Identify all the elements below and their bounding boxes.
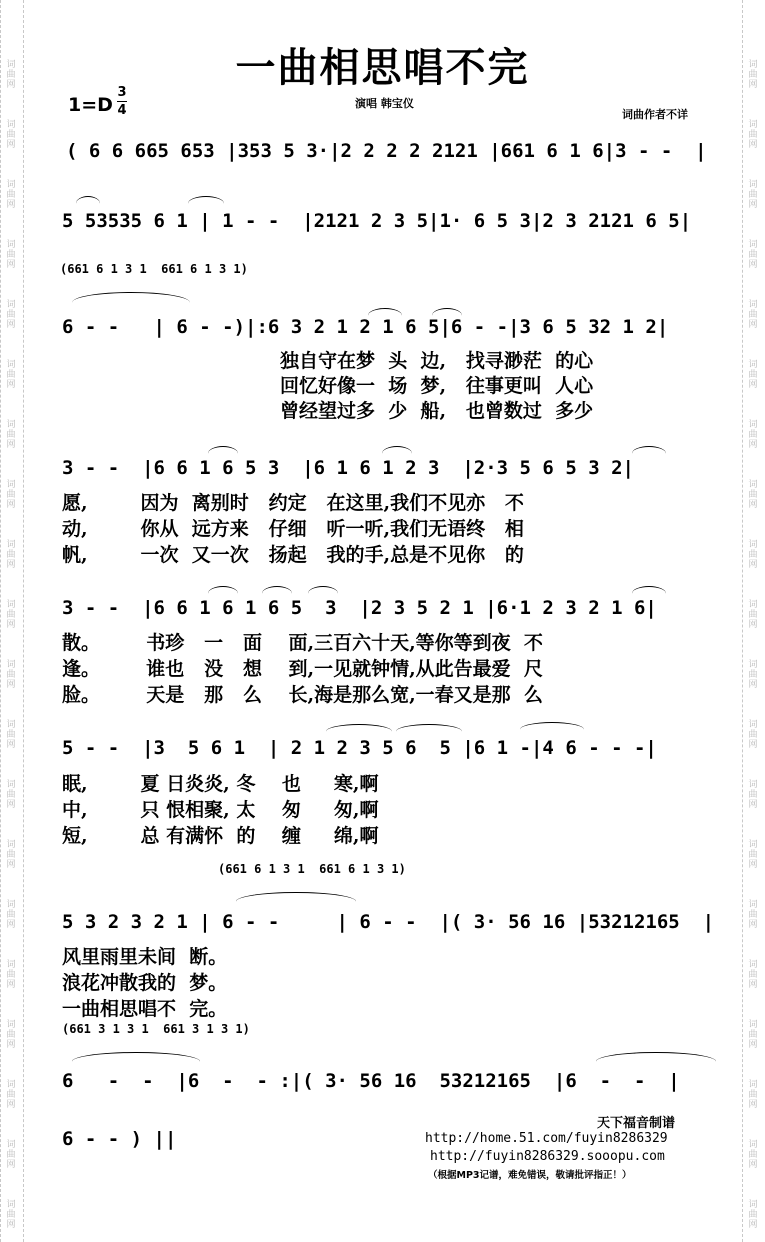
watermark-text: 词 曲 网 [748, 960, 758, 990]
watermark-text: 词 曲 网 [6, 480, 16, 510]
lyric-line-3-verse-1: 独自守在梦 头 边, 找寻渺茫 的心 [280, 350, 594, 372]
watermark-text: 词 曲 网 [6, 240, 16, 270]
watermark-text: 词 曲 网 [6, 720, 16, 750]
watermark-text: 词 曲 网 [748, 300, 758, 330]
watermark-text: 词 曲 网 [748, 660, 758, 690]
watermark-text: 词 曲 网 [6, 1020, 16, 1050]
transcription-note: （根据MP3记谱，难免错误，敬请批评指正！） [428, 1170, 632, 1181]
slur-mark [208, 586, 238, 601]
staff-line-6: 5 - - |3 5 6 1 | 2 1 2 3 5 6 5 |6 1 -|4 6 - - -| [62, 737, 657, 759]
staff-line-9: 6 - - ) || [62, 1128, 177, 1150]
watermark-text: 词 曲 网 [748, 1080, 758, 1110]
watermark-text: 词 曲 网 [6, 1080, 16, 1110]
lyric-line-7-verse-2: 浪花冲散我的 梦。 [62, 972, 228, 994]
slur-mark [188, 196, 224, 211]
slur-mark [326, 724, 392, 739]
watermark-text: 词 曲 网 [6, 600, 16, 630]
watermark-text: 词 曲 网 [6, 540, 16, 570]
publisher-brand: 天下福音制谱 [597, 1116, 676, 1131]
watermark-text: 词 曲 网 [748, 120, 758, 150]
meter-top: 3 [117, 85, 127, 100]
staff-line-3: 6 - - | 6 - -)|:6 3 2 1 2 1 6 5|6 - -|3 6 5 32 1 2| [62, 316, 669, 338]
slur-mark [632, 446, 666, 461]
watermark-text: 词 曲 网 [748, 240, 758, 270]
lyric-line-4-verse-1: 愿, 因为 离别时 约定 在这里,我们不见亦 不 [62, 492, 524, 514]
watermark-text: 词 曲 网 [6, 1200, 16, 1230]
watermark-text: 词 曲 网 [748, 1020, 758, 1050]
staff-line-7: 5 3 2 3 2 1 | 6 - - | 6 - - |( 3· 56 16 |53212165 | [62, 911, 715, 933]
watermark-text: 词 曲 网 [748, 780, 758, 810]
meter-bottom: 4 [117, 103, 127, 118]
lyric-line-7-verse-3: 一曲相思唱不 完。 [62, 998, 228, 1020]
slur-mark [596, 1052, 716, 1071]
watermark-text: 词 曲 网 [6, 960, 16, 990]
slur-mark [308, 586, 338, 601]
staff-line-7-accompaniment: (661 3 1 3 1 661 3 1 3 1) [62, 1022, 250, 1036]
slur-mark [208, 446, 238, 461]
watermark-text: 词 曲 网 [6, 420, 16, 450]
watermark-text: 词 曲 网 [6, 660, 16, 690]
song-title: 一曲相思唱不完 [235, 45, 530, 91]
publisher-url-1[interactable]: http://home.51.com/fuyin8286329 [425, 1131, 668, 1146]
watermark-text: 词 曲 网 [748, 1140, 758, 1170]
watermark-text: 词 曲 网 [6, 780, 16, 810]
slur-mark [368, 308, 402, 323]
slur-mark [432, 308, 462, 323]
lyric-line-3-verse-3: 曾经望过多 少 船, 也曾数过 多少 [280, 400, 594, 422]
watermark-text: 词 曲 网 [6, 840, 16, 870]
lyric-line-3-verse-2: 回忆好像一 场 梦, 往事更叫 人心 [280, 375, 594, 397]
slur-mark [72, 292, 190, 313]
watermark-text: 词 曲 网 [6, 60, 16, 90]
composer-credit: 词曲作者不详 [622, 108, 688, 121]
lyric-line-6-verse-1: 眠, 夏 日炎炎, 冬 也 寒,啊 [62, 773, 379, 795]
watermark-text: 词 曲 网 [748, 60, 758, 90]
slur-mark [632, 586, 666, 601]
lyric-line-4-verse-2: 动, 你从 远方来 仔细 听一听,我们无语终 相 [62, 518, 524, 540]
time-signature [115, 84, 129, 119]
watermark-text: 词 曲 网 [748, 600, 758, 630]
staff-line-4: 3 - - |6 6 1 6 5 3 |6 1 6 1 2 3 |2·3 5 6 5 3 2| [62, 457, 634, 479]
staff-line-2-accompaniment: (661 6 1 3 1 661 6 1 3 1) [60, 262, 248, 276]
watermark-text: 词 曲 网 [748, 420, 758, 450]
staff-line-8: 6 - - |6 - - :|( 3· 56 16 53212165 |6 - - | [62, 1070, 680, 1092]
watermark-text: 词 曲 网 [748, 180, 758, 210]
singer-credit: 演唱 韩宝仪 [355, 97, 414, 110]
staff-line-1: ( 6 6 665 653 |353 5 3·|2 2 2 2 2121 |661 6 1 6|3 - - | [66, 140, 707, 162]
lyric-line-6-verse-3: 短, 总 有满怀 的 缠 绵,啊 [62, 825, 379, 847]
watermark-text: 词 曲 网 [6, 900, 16, 930]
slur-mark [396, 724, 462, 739]
watermark-text: 词 曲 网 [748, 1200, 758, 1230]
slur-mark [382, 446, 412, 461]
key-signature: 1=D [68, 94, 113, 116]
slur-mark [520, 722, 584, 737]
watermark-text: 词 曲 网 [6, 120, 16, 150]
watermark-text: 词 曲 网 [748, 360, 758, 390]
staff-line-6-accompaniment: (661 6 1 3 1 661 6 1 3 1) [218, 862, 406, 876]
watermark-text: 词 曲 网 [748, 720, 758, 750]
watermark-text: 词 曲 网 [6, 1140, 16, 1170]
slur-mark [72, 1052, 200, 1071]
lyric-line-5-verse-3: 脸。 天是 那 么 长,海是那么宽,一春又是那 么 [62, 684, 543, 706]
staff-line-2: 5 53535 6 1 | 1 - - |2121 2 3 5|1· 6 5 3|2 3 2121 6 5| [62, 210, 692, 232]
lyric-line-4-verse-3: 帆, 一次 又一次 扬起 我的手,总是不见你 的 [62, 544, 524, 566]
staff-line-5: 3 - - |6 6 1 6 1 6 5 3 |2 3 5 2 1 |6·1 2 3 2 1 6| [62, 597, 657, 619]
lyric-line-5-verse-1: 散。 书珍 一 面 面,三百六十天,等你等到夜 不 [62, 632, 543, 654]
watermark-text: 词 曲 网 [748, 840, 758, 870]
slur-mark [262, 586, 292, 601]
watermark-text: 词 曲 网 [748, 540, 758, 570]
slur-mark [236, 892, 356, 911]
watermark-text: 词 曲 网 [6, 300, 16, 330]
lyric-line-5-verse-2: 逢。 谁也 没 想 到,一见就钟情,从此告最爱 尺 [62, 658, 543, 680]
watermark-text: 词 曲 网 [748, 900, 758, 930]
slur-mark [76, 196, 100, 211]
lyric-line-6-verse-2: 中, 只 恨相聚, 太 匆 匆,啊 [62, 799, 379, 821]
watermark-text: 词 曲 网 [6, 360, 16, 390]
watermark-text: 词 曲 网 [6, 180, 16, 210]
lyric-line-7-verse-1: 风里雨里未间 断。 [62, 946, 228, 968]
watermark-text: 词 曲 网 [748, 480, 758, 510]
publisher-url-2[interactable]: http://fuyin8286329.sooopu.com [430, 1149, 665, 1164]
